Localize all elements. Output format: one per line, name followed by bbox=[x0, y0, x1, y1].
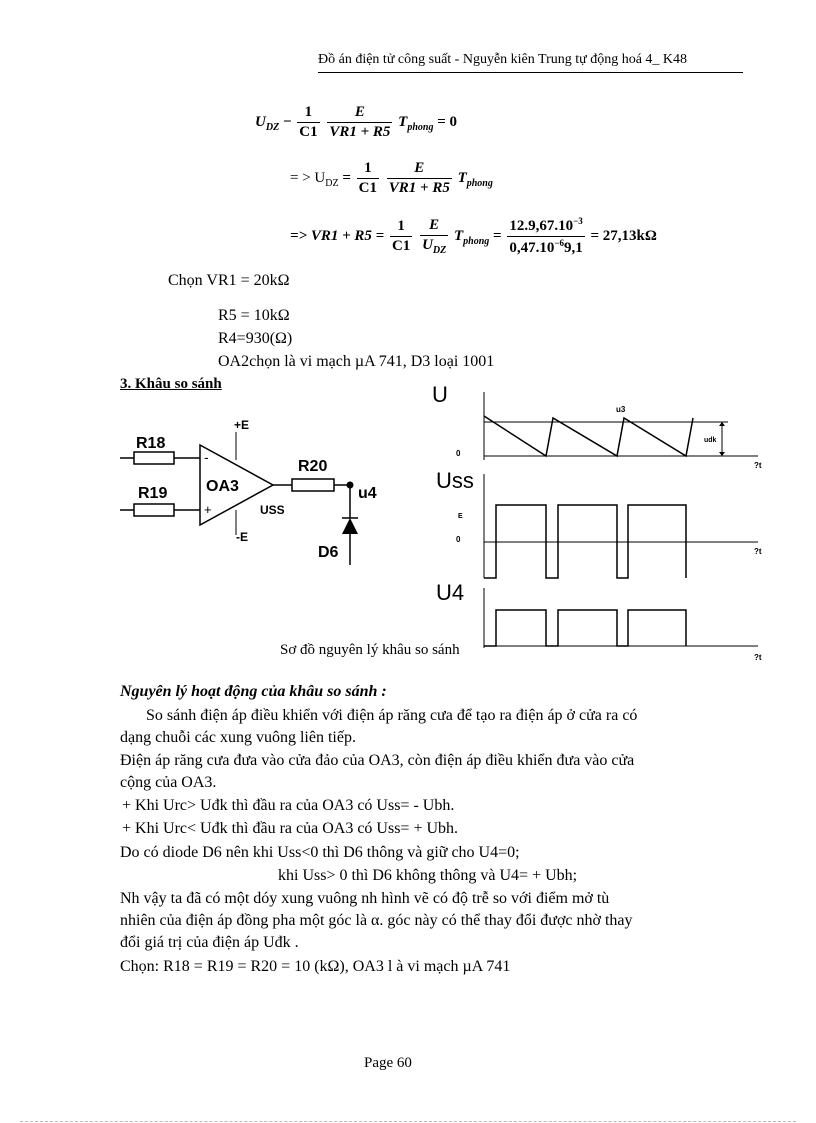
r20-label: R20 bbox=[298, 458, 328, 475]
principle-res1: Nh vậy ta đã có một dóy xung vuông nh hình vẽ có độ trễ so với điểm mở tù bbox=[120, 890, 610, 907]
eq1-rhs: = 0 bbox=[437, 113, 458, 130]
principle-choose: Chọn: R18 = R19 = R20 = 10 (kΩ), OA3 l à vi mạch µA 741 bbox=[120, 958, 511, 975]
equation-3 bbox=[290, 216, 657, 257]
section-title: 3. Khâu so sánh bbox=[120, 376, 222, 392]
eq3-t: T bbox=[454, 227, 464, 244]
principle-case1: + Khi Urc> Uđk thì đầu ra của OA3 có Uss= - Ubh. bbox=[122, 797, 455, 814]
eq3-frac2: $\frac{E}{U_{DZ}}$ bbox=[422, 217, 447, 256]
figure-caption: Sơ đồ nguyên lý khâu so sánh bbox=[280, 642, 460, 658]
opamp-plus-sign: + bbox=[204, 502, 212, 517]
eq1-minus: − bbox=[282, 113, 292, 130]
eq3-result: = 27,13kΩ bbox=[590, 227, 657, 244]
footer-divider bbox=[20, 1121, 796, 1122]
choice-oa2: OA2chọn là vi mạch µA 741, D3 loại 1001 bbox=[218, 353, 495, 370]
equation-1 bbox=[255, 104, 457, 141]
t-label-1: ?t bbox=[754, 461, 762, 470]
principle-diode2: khi Uss> 0 thì D6 không thông và U4= + Ubh; bbox=[278, 867, 578, 884]
eq2-t-sub: phong bbox=[466, 177, 493, 189]
d6-diode bbox=[342, 518, 358, 534]
eq3-frac3: $\frac{12.9,67.10^{-3}}{0,47.10^{-6}9,1}$ bbox=[509, 216, 583, 256]
choice-r5: R5 = 10kΩ bbox=[218, 307, 290, 324]
e-tag: E bbox=[458, 513, 463, 520]
principle-p2b: cộng của OA3. bbox=[120, 774, 217, 791]
eq2-equals: = bbox=[342, 169, 351, 186]
zero-label-1: 0 bbox=[456, 449, 461, 458]
r18-label: R18 bbox=[136, 435, 166, 452]
u-axis-label: U bbox=[432, 382, 448, 407]
eq1-frac1: $\frac{1}{C1}$ bbox=[299, 104, 318, 140]
zero-label-2: 0 bbox=[456, 535, 461, 544]
u4-axis-label: U4 bbox=[436, 580, 465, 605]
page-header: Đồ án điện tử công suất - Nguyễn kiên Trung tự động hoá 4_ K48 bbox=[318, 52, 688, 67]
r19-label: R19 bbox=[138, 485, 168, 502]
minus-e-label: -E bbox=[236, 530, 248, 544]
choice-vr1: Chọn VR1 = 20kΩ bbox=[168, 272, 290, 289]
eq3-t-sub: phong bbox=[463, 235, 490, 247]
principle-p1b: dạng chuỗi các xung vuông liên tiếp. bbox=[120, 729, 356, 746]
r18-resistor bbox=[134, 452, 174, 464]
uss-label: USS bbox=[260, 503, 285, 517]
principle-diode1: Do có diode D6 nên khi Uss<0 thì D6 thông và giữ cho U4=0; bbox=[120, 844, 520, 861]
choice-r4: R4=930(Ω) bbox=[218, 330, 293, 347]
eq2-t: T bbox=[457, 169, 467, 186]
eq1-t: T bbox=[398, 113, 408, 130]
u4-pulse-wave bbox=[484, 610, 686, 646]
eq2-prefix-sub: DZ bbox=[325, 177, 339, 189]
page-number: Page 60 bbox=[364, 1055, 412, 1071]
eq1-frac2: $\frac{E}{VR1 + R5}$ bbox=[329, 104, 391, 140]
comparator-circuit bbox=[118, 410, 398, 570]
udk-tag: udk bbox=[704, 437, 717, 444]
principle-res2: nhiên của điện áp đồng pha một góc là α. góc này có thể thay đổi được nhờ thay bbox=[120, 912, 633, 929]
eq1-lhs: U bbox=[255, 113, 266, 130]
opamp-minus-sign: - bbox=[204, 449, 209, 465]
eq1-lhs-sub: DZ bbox=[265, 121, 280, 133]
header-divider bbox=[318, 72, 743, 73]
principle-p1a: So sánh điện áp điều khiển với điện áp răng cưa để tạo ra điện áp ở cửa ra có bbox=[146, 707, 638, 724]
u3-tag: u3 bbox=[616, 405, 626, 414]
oa3-label: OA3 bbox=[206, 478, 239, 495]
equation-2 bbox=[290, 160, 493, 197]
plus-e-label: +E bbox=[234, 418, 250, 432]
r20-resistor bbox=[292, 479, 334, 491]
principle-res3: đổi giá trị của điện áp Uđk . bbox=[120, 934, 299, 951]
u4-label: u4 bbox=[358, 485, 377, 502]
t-label-2: ?t bbox=[754, 547, 762, 556]
r19-resistor bbox=[134, 504, 174, 516]
d6-label: D6 bbox=[318, 544, 339, 561]
uss-axis-label: Uss bbox=[436, 468, 474, 493]
principle-title: Nguyên lý hoạt động của khâu so sánh : bbox=[120, 683, 387, 700]
t-label-3: ?t bbox=[754, 653, 762, 662]
eq3-equals: = bbox=[493, 227, 502, 244]
eq1-t-sub: phong bbox=[407, 121, 434, 133]
eq2-frac1: $\frac{1}{C1}$ bbox=[358, 160, 378, 196]
principle-case2: + Khi Urc< Uđk thì đầu ra của OA3 có Uss= + Ubh. bbox=[122, 820, 459, 837]
eq3-frac1: $\frac{1}{C1}$ bbox=[391, 218, 411, 254]
eq3-prefix: => VR1 + R5 = bbox=[290, 227, 385, 244]
eq2-frac2: $\frac{E}{VR1 + R5}$ bbox=[388, 160, 450, 196]
waveform-diagram bbox=[428, 378, 778, 668]
principle-p2a: Điện áp răng cưa đưa vào cửa đảo của OA3, còn điện áp điều khiển đưa vào cửa bbox=[120, 752, 635, 769]
eq2-prefix: = > U bbox=[290, 169, 326, 186]
